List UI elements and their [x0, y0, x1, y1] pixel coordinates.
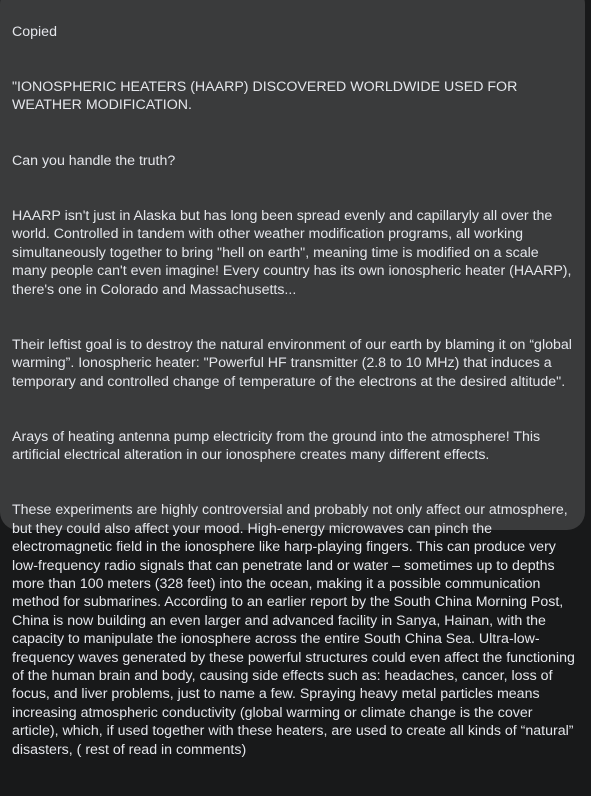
- copied-label: Copied: [12, 23, 57, 40]
- post-headline: "IONOSPHERIC HEATERS (HAARP) DISCOVERED WORLDWIDE USED FOR WEATHER MODIFICATION.: [12, 79, 522, 114]
- post-paragraph: These experiments are highly controversial and probably not only affect our atmosphere, but they could also affect your mood. High-energy microwaves can pinch the electromagnetic field in the ionosphere like harp-playing fingers. This can produce very low-frequency radio signals that can penetrate land or water – sometimes up to depths more than 100 meters (328 feet) into the ocean, making it a possible communication method for submarines. According to an earlier report by the South China Morning Post, China is now building an even larger and advanced facility in Sanya, Hainan, with the capacity to manipulate the ionosphere across the entire South China Sea. Ultra-low-frequency waves generated by these powerful structures could even affect the functioning of the human brain and body, causing side effects such as: headaches, cancer, loss of focus, and liver problems, just to name a few. Spraying heavy metal particles means increasing atmospheric conductivity (global warming or climate change is the cover article), which, if used together with these heaters, are used to create all kinds of “natural” disasters, ( rest of read in comments): [12, 502, 579, 758]
- post-body: [12, 0, 579, 796]
- post-paragraph: Their leftist goal is to destroy the natural environment of our earth by blaming it on “global warming”. Ionospheric heater: "Powerful HF transmitter (2.8 to 10 MHz) that induces a temporary and controlled change of temperature of the electrons at the desired altitude".: [12, 336, 576, 390]
- post-paragraph: Can you handle the truth?: [12, 152, 176, 169]
- post-paragraph: Arays of heating antenna pump electricity from the ground into the atmosphere! This artificial electrical alteration in our ionosphere creates many different effects.: [12, 428, 545, 464]
- post-paragraph: HAARP isn't just in Alaska but has long been spread evenly and capillaryly all over the world. Controlled in tandem with other weather modification programs, all working simultaneously together to bring "hell on earth", meaning time is modified on a scale many people can't even imagine! Every country has its own ionospheric heater (HAARP), there's one in Colorado and Massachusetts...: [12, 207, 576, 298]
